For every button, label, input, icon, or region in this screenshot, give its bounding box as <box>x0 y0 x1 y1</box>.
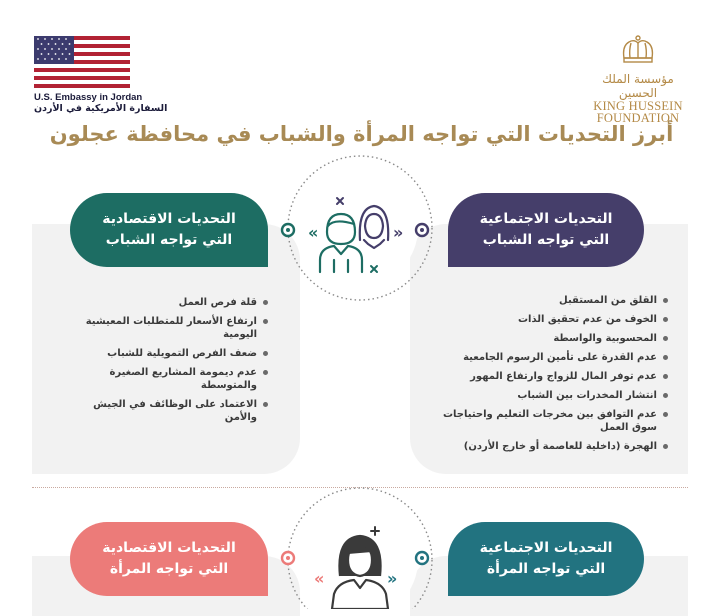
left-chevron-icon: « <box>308 223 319 242</box>
list-item: ارتفاع الأسعار للمتطلبات المعيشية اليومية <box>60 315 268 341</box>
embassy-name-english: U.S. Embassy in Jordan <box>34 92 143 103</box>
women-social-heading-line-1: التحديات الاجتماعية <box>479 540 613 556</box>
youth-social-heading-line-2: التي تواجه الشباب <box>482 232 610 248</box>
list-item: الخوف من عدم تحقيق الذات <box>440 313 668 326</box>
women-left-chevron-icon: « <box>314 569 325 588</box>
list-item: قلة فرص العمل <box>60 296 268 309</box>
women-social-heading-line-2: التي تواجه المرأة <box>486 561 606 577</box>
women-icon-group <box>268 478 452 609</box>
youth-social-heading <box>448 193 644 267</box>
right-chevron-icon: » <box>393 223 404 242</box>
list-item: عدم التوافق بين مخرجات التعليم واحتياجات سوق العمل <box>440 408 668 434</box>
us-flag-logo <box>34 36 130 88</box>
foundation-name-english-1: KING HUSSEIN <box>593 99 683 113</box>
youth-icon-group <box>268 148 452 306</box>
king-hussein-foundation-logo <box>583 34 693 124</box>
list-item: انتشار المخدرات بين الشباب <box>440 389 668 402</box>
youth-economic-heading-line-2: التي تواجه الشباب <box>105 232 233 248</box>
list-item: المحسوبية والواسطة <box>440 332 668 345</box>
page-title: أبرز التحديات التي تواجه المرأة والشباب في محافظة عجلون <box>49 122 674 146</box>
women-economic-heading <box>70 522 268 596</box>
youth-economic-list <box>60 296 268 430</box>
list-item: عدم القدرة على تأمين الرسوم الجامعية <box>440 351 668 364</box>
list-item: عدم توفر المال للزواج وارتفاع المهور <box>440 370 668 383</box>
crown-icon <box>619 34 657 66</box>
list-item: الهجرة (داخلية للعاصمة أو خارج الأردن) <box>440 440 668 453</box>
women-economic-heading-line-2: التي تواجه المرأة <box>109 561 229 577</box>
youth-social-list <box>440 294 668 459</box>
youth-economic-heading-line-1: التحديات الاقتصادية <box>102 211 236 227</box>
list-item: الاعتماد على الوظائف في الجيش والأمن <box>60 398 268 424</box>
list-item: القلق من المستقبل <box>440 294 668 307</box>
youth-economic-heading <box>70 193 268 267</box>
foundation-name-arabic: مؤسسة الملك الحسين <box>602 72 674 100</box>
women-right-chevron-icon: » <box>387 569 398 588</box>
list-item: عدم ديمومة المشاريع الصغيرة والمتوسطة <box>60 366 268 392</box>
foundation-name-english-2: FOUNDATION <box>596 111 680 125</box>
list-item: ضعف الفرص التمويلية للشباب <box>60 347 268 360</box>
youth-social-heading-line-1: التحديات الاجتماعية <box>479 211 613 227</box>
embassy-name-arabic: السفارة الأمريكية في الأردن <box>34 103 168 114</box>
women-economic-heading-line-1: التحديات الاقتصادية <box>102 540 236 556</box>
women-social-heading <box>448 522 644 596</box>
